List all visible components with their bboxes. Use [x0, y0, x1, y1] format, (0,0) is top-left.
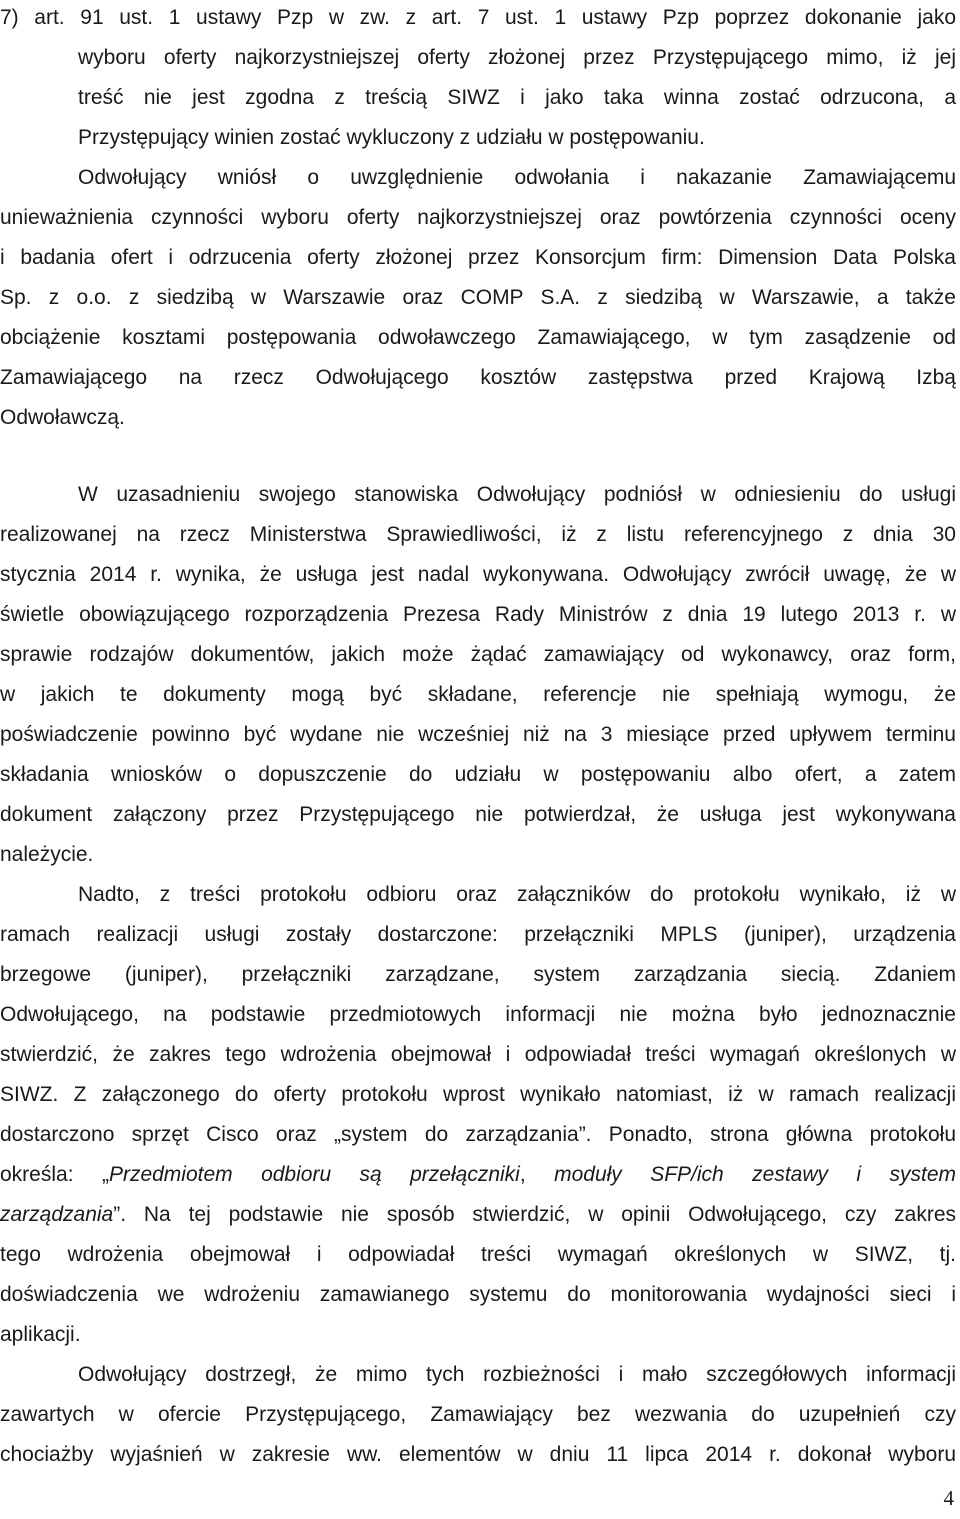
- justification-line-1: W uzasadnieniu swojego stanowiska Odwołujący podniósł w odniesieniu do usługi: [78, 483, 956, 506]
- request-line-2: unieważnienia czynności wyboru oferty najkorzystniejszej oraz powtórzenia czynności oceny: [0, 206, 956, 229]
- protocol-line-after-2: doświadczenia we wdrożeniu zamawianego systemu do monitorowania wydajności sieci i: [0, 1283, 956, 1306]
- protocol-line-2: ramach realizacji usługi zostały dostarczone: przełączniki MPLS (juniper), urządzenia: [0, 923, 956, 946]
- protocol-line-4: Odwołującego, na podstawie przedmiotowych informacji nie można było jednoznacznie: [0, 1003, 956, 1026]
- item7-line-1: 7) art. 91 ust. 1 ustawy Pzp w zw. z art. 7 ust. 1 ustawy Pzp poprzez dokonanie jako: [0, 6, 956, 29]
- protocol-line-after-3: aplikacji.: [0, 1323, 81, 1346]
- protocol-line-6: SIWZ. Z załączonego do oferty protokołu wprost wynikało natomiast, iż w ramach realizacji: [0, 1083, 956, 1106]
- protocol-line-7: dostarczono sprzęt Cisco oraz „system do zarządzania”. Ponadto, strona główna protokołu: [0, 1123, 956, 1146]
- justification-line-7: poświadczenie powinno być wydane nie wcześniej niż na 3 miesiące przed upływem terminu: [0, 723, 956, 746]
- quote-comma: ,: [519, 1163, 526, 1186]
- final-line-3: chociażby wyjaśnień w zakresie ww. elementów w dniu 11 lipca 2014 r. dokonał wyboru: [0, 1443, 956, 1466]
- justification-line-3: stycznia 2014 r. wynika, że usługa jest nadal wykonywana. Odwołujący zwrócił uwagę, że w: [0, 563, 956, 586]
- quote-end-italic: zarządzania: [0, 1203, 114, 1226]
- quote-italic-2: moduły SFP/ich zestawy i system: [525, 1163, 957, 1186]
- protocol-line-5: stwierdzić, że zakres tego wdrożenia obejmował i odpowiadał treści wymagań określonych w: [0, 1043, 956, 1066]
- request-line-6: Zamawiającego na rzecz Odwołującego kosztów zastępstwa przed Krajową Izbą: [0, 366, 956, 389]
- item7-line-4: Przystępujący winien zostać wykluczony z udziału w postępowaniu.: [78, 126, 705, 149]
- final-line-1: Odwołujący dostrzegł, że mimo tych rozbieżności i mało szczegółowych informacji: [78, 1363, 956, 1386]
- protocol-line-3: brzegowe (juniper), przełączniki zarządzane, system zarządzania siecią. Zdaniem: [0, 963, 956, 986]
- quote-end-rest: ”. Na tej podstawie nie sposób stwierdzić, w opinii Odwołującego, czy zakres: [113, 1203, 956, 1226]
- justification-line-2: realizowanej na rzecz Ministerstwa Sprawiedliwości, iż z listu referencyjnego z dnia 30: [0, 523, 956, 546]
- request-line-7: Odwoławczą.: [0, 406, 125, 429]
- request-line-1: Odwołujący wniósł o uwzględnienie odwołania i nakazanie Zamawiającemu: [78, 166, 956, 189]
- justification-line-8: składania wniosków o dopuszczenie do udziału w postępowaniu albo ofert, a zatem: [0, 763, 956, 786]
- justification-line-6: w jakich te dokumenty mogą być składane, referencje nie spełniają wymogu, że: [0, 683, 956, 706]
- justification-line-4: świetle obowiązującego rozporządzenia Prezesa Rady Ministrów z dnia 19 lutego 2013 r. w: [0, 603, 956, 626]
- justification-line-9: dokument załączony przez Przystępującego nie potwierdzał, że usługa jest wykonywana: [0, 803, 956, 826]
- page-number: 4: [943, 1486, 954, 1510]
- justification-line-10: należycie.: [0, 843, 94, 866]
- item7-line-3: treść nie jest zgodna z treścią SIWZ i jako taka winna zostać odrzucona, a: [78, 86, 956, 109]
- request-line-5: obciążenie kosztami postępowania odwoławczego Zamawiającego, w tym zasądzenie od: [0, 326, 956, 349]
- protocol-quote-end-line: [0, 1200, 956, 1230]
- protocol-quote-line: [0, 1160, 956, 1190]
- protocol-line-1: Nadto, z treści protokołu odbioru oraz załączników do protokołu wynikało, iż w: [78, 883, 956, 906]
- final-line-2: zawartych w ofercie Przystępującego, Zamawiający bez wezwania do uzupełnień czy: [0, 1403, 956, 1426]
- quote-prefix: określa: „: [0, 1163, 109, 1186]
- request-line-4: Sp. z o.o. z siedzibą w Warszawie oraz COMP S.A. z siedzibą w Warszawie, a także: [0, 286, 956, 309]
- request-line-3: i badania ofert i odrzucenia oferty złożonej przez Konsorcjum firm: Dimension Data Polska: [0, 246, 956, 269]
- item7-line-2: wyboru oferty najkorzystniejszej oferty złożonej przez Przystępującego mimo, iż jej: [78, 46, 956, 69]
- justification-line-5: sprawie rodzajów dokumentów, jakich może żądać zamawiający od wykonawcy, oraz form,: [0, 643, 956, 666]
- quote-italic-1: Przedmiotem odbioru są przełączniki: [108, 1163, 520, 1186]
- protocol-line-after-1: tego wdrożenia obejmował i odpowiadał treści wymagań określonych w SIWZ, tj.: [0, 1243, 956, 1266]
